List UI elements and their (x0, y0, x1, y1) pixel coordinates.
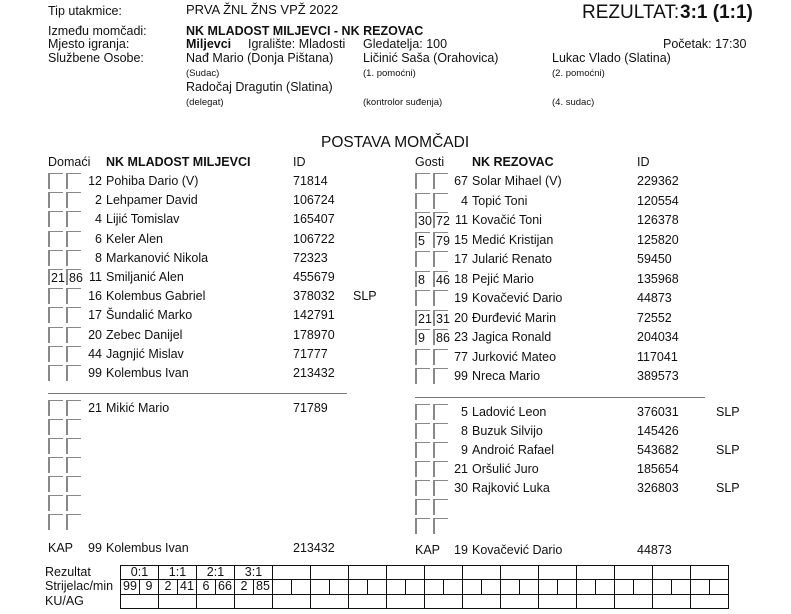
goal-minute (520, 580, 538, 594)
scorer-minute-pair (577, 580, 614, 594)
player-name: Zebec Danijel (106, 327, 183, 342)
goal-scorer-number (653, 580, 672, 594)
home-side-label: Domaći (48, 155, 91, 169)
match-type-label: Tip utakmice: (48, 4, 122, 18)
goal-score-cell (691, 566, 729, 580)
goal-scorer-number (425, 580, 444, 594)
player-number: 18 (454, 271, 468, 286)
goal-scorer-number: 2 (235, 580, 254, 594)
official-name: Nađ Mario (Donja Pištana) (186, 51, 334, 65)
goal-kuag-cell (387, 595, 425, 609)
player-name: Šundalić Marko (106, 308, 193, 323)
player-number: 2 (95, 193, 102, 208)
goal-kuag-cell (615, 595, 653, 609)
goal-scorer-number (501, 580, 520, 594)
player-name: Jagica Ronald (472, 330, 552, 344)
goal-score-cell: 2:1 (197, 566, 235, 580)
card-minute-box (433, 251, 448, 267)
goal-kuag-cell (349, 595, 387, 609)
goal-score-cell (539, 566, 577, 580)
player-id: 185654 (637, 462, 679, 476)
card-minute-box (66, 514, 81, 530)
card-minute-box (66, 327, 81, 343)
goal-scorer-cell (273, 580, 311, 595)
player-id: 71777 (293, 346, 328, 361)
goal-score-cell (273, 566, 311, 580)
goal-minute (444, 580, 462, 594)
player-id: 72323 (293, 250, 328, 265)
goal-scorer-number (349, 580, 368, 594)
card-minute-box (433, 518, 448, 534)
away-captain-label: KAP (415, 543, 441, 557)
player-number: 5 (461, 405, 468, 419)
sub-minute-box (415, 290, 430, 306)
card-minute-box: 86 (433, 329, 448, 345)
goal-kuag-cell (691, 595, 729, 609)
sub-minute-box (48, 346, 63, 362)
goal-kuag-cell (463, 595, 501, 609)
goal-kuag-cell (273, 595, 311, 609)
goal-score-cell (349, 566, 387, 580)
player-name: Oršulić Juro (472, 462, 539, 476)
goal-scorer-cell (159, 580, 197, 595)
player-id: 71814 (293, 174, 328, 188)
goal-kuag-cell (197, 595, 235, 609)
goal-scorer-cell (577, 580, 615, 595)
player-id: 71789 (293, 401, 328, 415)
officials-label: Službene Osobe: (48, 51, 144, 65)
start-time: Početak: 17:30 (663, 37, 747, 51)
goal-minute (558, 580, 576, 594)
goal-scorer-number (615, 580, 634, 594)
player-id: 455679 (293, 270, 335, 284)
player-note: SLP (716, 405, 740, 419)
goal-score-cell (463, 566, 501, 580)
sub-minute-box (415, 251, 430, 267)
card-minute-box (66, 231, 81, 247)
goal-kuag-cell (159, 595, 197, 609)
player-name: Kovačić Toni (472, 213, 542, 227)
official-role: (2. pomoćni) (552, 68, 605, 79)
player-id: 165407 (293, 212, 335, 227)
player-name: Buzuk Silvijo (472, 424, 543, 438)
official-role: (Sudac) (186, 68, 220, 79)
player-id: 117041 (637, 349, 678, 364)
player-number: 21 (88, 401, 102, 415)
player-id: 106722 (293, 231, 335, 246)
card-minute-box (433, 349, 448, 365)
scorer-minute-pair (121, 580, 158, 594)
player-id: 376031 (637, 405, 679, 419)
scorer-minute-pair (501, 580, 538, 594)
goal-scorer-number (463, 580, 482, 594)
sub-minute-box: 30 (415, 212, 430, 228)
scorer-minute-pair (387, 580, 424, 594)
away-side-label: Gosti (415, 155, 445, 169)
player-name: Smiljanić Alen (106, 270, 184, 284)
official-role: (delegat) (186, 97, 224, 108)
goal-minute: 85 (256, 579, 270, 593)
official-role: (4. sudac) (552, 97, 595, 108)
goal-minute (330, 580, 348, 594)
teams-label: Između momčadi: (48, 24, 147, 38)
player-id: 378032 (293, 289, 335, 304)
goal-scorer-cell (463, 580, 501, 595)
goal-minute: 9 (145, 579, 153, 593)
goal-scorer-number: 99 (121, 580, 140, 594)
goal-score-cell: 1:1 (159, 566, 197, 580)
sub-minute-box (48, 211, 63, 227)
player-number: 11 (455, 213, 468, 227)
goal-scorer-cell (653, 580, 691, 595)
sub-minute-box: 5 (415, 232, 430, 248)
goal-kuag-cell (311, 595, 349, 609)
player-number: 17 (454, 252, 468, 266)
player-id: 326803 (637, 481, 679, 495)
goal-kuag-cell (235, 595, 273, 609)
goal-scorer-cell (501, 580, 539, 595)
match-type-value: PRVA ŽNL ŽNS VPŽ 2022 (186, 2, 339, 17)
player-number: 8 (461, 424, 468, 438)
player-name: Jagnjić Mislav (106, 346, 184, 361)
result-value: 3:1 (1:1) (680, 2, 753, 23)
card-minute-box (66, 211, 81, 227)
player-note: SLP (716, 481, 740, 495)
player-name: Solar Mihael (V) (472, 174, 562, 188)
sub-minute-box (48, 288, 63, 304)
scorer-minute-pair (615, 580, 652, 594)
player-name: Markanović Nikola (106, 250, 209, 265)
away-id-header: ID (637, 155, 650, 169)
sub-minute-box (415, 480, 430, 496)
player-name: Ladović Leon (472, 405, 547, 419)
card-minute-box (66, 346, 81, 362)
player-number: 8 (95, 250, 102, 265)
goal-minute: 41 (180, 579, 194, 593)
card-minute-box (66, 495, 81, 511)
goal-scorer-cell (387, 580, 425, 595)
official-name: Ličinić Saša (Orahovica) (363, 51, 499, 65)
sub-minute-box (48, 476, 63, 492)
player-name: Kolembus Gabriel (106, 289, 206, 304)
goal-score-cell (425, 566, 463, 580)
player-number: 20 (454, 310, 468, 325)
player-number: 11 (89, 270, 102, 284)
card-minute-box (433, 423, 448, 439)
player-id: 229362 (637, 174, 679, 188)
card-minute-box (66, 365, 81, 381)
goal-score-cell (653, 566, 691, 580)
goal-scorer-number: 6 (197, 580, 216, 594)
player-name: Pohiba Dario (V) (106, 174, 199, 188)
player-id: 44873 (637, 291, 672, 305)
sub-minute-box (48, 457, 63, 473)
goal-minute (482, 580, 500, 594)
scorer-minute-pair (349, 580, 386, 594)
card-minute-box (66, 419, 81, 435)
sub-minute-box: 9 (415, 329, 430, 345)
card-minute-box (433, 290, 448, 306)
player-name: Pejić Mario (472, 271, 534, 286)
player-number: 9 (461, 443, 468, 457)
sub-minute-box (48, 250, 63, 266)
player-name: Jurković Mateo (472, 349, 557, 364)
goal-minute (292, 580, 310, 594)
player-note: SLP (353, 289, 377, 304)
sub-minute-box (415, 404, 430, 420)
place-value: Miljevci (186, 37, 232, 51)
card-minute-box (66, 173, 81, 189)
sub-minute-box (415, 499, 430, 515)
card-minute-box (433, 368, 448, 384)
goal-minute (710, 580, 728, 594)
card-minute-box (433, 499, 448, 515)
official-role: (1. pomoćni) (363, 68, 416, 79)
scorer-minute-pair (425, 580, 462, 594)
sub-minute-box (48, 400, 63, 416)
player-id: 59450 (637, 252, 672, 266)
player-number: 12 (88, 174, 102, 188)
goal-scorer-cell (425, 580, 463, 595)
official-name: Radočaj Dragutin (Slatina) (186, 80, 333, 94)
card-minute-box (66, 250, 81, 266)
goal-score-cell: 3:1 (235, 566, 273, 580)
goal-scorer-cell (615, 580, 653, 595)
sub-minute-box (415, 368, 430, 384)
player-name: Nreca Mario (472, 369, 541, 383)
player-number: 77 (454, 349, 468, 364)
goal-kuag-cell (653, 595, 691, 609)
player-name: Đurđević Marin (472, 310, 557, 325)
goal-scorer-cell (691, 580, 729, 595)
goal-scorer-cell (539, 580, 577, 595)
player-id: 120554 (637, 193, 679, 208)
goal-scorer-number (577, 580, 596, 594)
home-captain-name: Kolembus Ivan (106, 541, 189, 555)
goal-scorer-cell (197, 580, 235, 595)
official-role: (kontrolor suđenja) (363, 97, 443, 108)
player-number: 67 (454, 174, 468, 188)
player-id: 126378 (637, 213, 679, 227)
player-name: Lijić Tomislav (106, 212, 180, 227)
player-id: 106724 (293, 193, 335, 208)
goal-score-cell (311, 566, 349, 580)
goal-scorer-number (539, 580, 558, 594)
player-name: Rajković Luka (472, 481, 550, 495)
home-divider (48, 393, 347, 394)
sub-minute-box: 21 (415, 310, 430, 326)
goal-kuag-cell (501, 595, 539, 609)
goals-table (120, 565, 729, 609)
player-number: 21 (454, 462, 468, 476)
sub-minute-box: 8 (415, 271, 430, 287)
home-captain-label: KAP (48, 541, 74, 555)
player-number: 17 (88, 308, 102, 323)
player-id: 125820 (637, 232, 679, 247)
sub-minute-box (48, 438, 63, 454)
scorer-minute-pair (539, 580, 576, 594)
scorer-minute-pair (653, 580, 690, 594)
goal-score-cell (615, 566, 653, 580)
goal-score-cell (501, 566, 539, 580)
goal-minute (406, 580, 424, 594)
away-team-name: NK REZOVAC (472, 155, 554, 169)
sub-minute-box (48, 495, 63, 511)
sub-minute-box (48, 173, 63, 189)
card-minute-box: 79 (433, 232, 448, 248)
player-name: Jularić Renato (472, 252, 552, 266)
card-minute-box (66, 476, 81, 492)
goals-label-scorer: Strijelac/min (45, 579, 114, 593)
pitch-value: Igralište: Mladosti (248, 37, 346, 51)
official-name: Lukac Vlado (Slatina) (552, 51, 671, 65)
sub-minute-box (415, 461, 430, 477)
away-captain-number: 19 (454, 543, 468, 557)
sub-minute-box (48, 307, 63, 323)
goal-scorer-number (691, 580, 710, 594)
scorer-minute-pair (463, 580, 500, 594)
spectators-value: Gledatelja: 100 (363, 37, 448, 51)
goal-scorer-cell (235, 580, 273, 595)
player-name: Kolembus Ivan (106, 366, 189, 380)
card-minute-box (433, 404, 448, 420)
goal-minute (672, 580, 690, 594)
player-name: Medić Kristijan (472, 232, 554, 247)
goal-kuag-cell (577, 595, 615, 609)
player-number: 23 (454, 330, 468, 344)
goal-kuag-cell (121, 595, 159, 609)
card-minute-box: 46 (433, 271, 448, 287)
sub-minute-box (415, 349, 430, 365)
goal-scorer-cell (121, 580, 159, 595)
card-minute-box (66, 192, 81, 208)
player-number: 19 (454, 291, 468, 305)
goal-scorer-cell (311, 580, 349, 595)
player-number: 4 (95, 212, 102, 227)
away-captain-name: Kovačević Dario (472, 543, 563, 557)
teams-value: NK MLADOST MILJEVCI - NK REZOVAC (186, 24, 424, 38)
goal-scorer-number (273, 580, 292, 594)
result-label: REZULTAT: (582, 2, 680, 23)
sub-minute-box (415, 173, 430, 189)
player-id: 389573 (637, 369, 679, 383)
card-minute-box: 86 (66, 269, 81, 285)
goals-label-kuag: KU/AG (45, 594, 84, 608)
goal-score-cell (387, 566, 425, 580)
goal-score-cell: 0:1 (121, 566, 159, 580)
player-id: 204034 (637, 330, 679, 344)
card-minute-box (433, 480, 448, 496)
player-name: Keler Alen (106, 231, 163, 246)
sub-minute-box (48, 327, 63, 343)
goal-scorer-number: 2 (159, 580, 178, 594)
sub-minute-box (48, 365, 63, 381)
player-id: 543682 (637, 443, 679, 457)
player-id: 213432 (293, 366, 335, 380)
sub-minute-box (48, 231, 63, 247)
card-minute-box (66, 288, 81, 304)
player-id: 142791 (293, 308, 335, 323)
player-number: 6 (95, 231, 102, 246)
card-minute-box: 72 (433, 212, 448, 228)
goal-minute (368, 580, 386, 594)
goal-minute: 66 (218, 579, 232, 593)
player-name: Topić Toni (472, 193, 528, 208)
home-id-header: ID (293, 155, 306, 169)
card-minute-box (433, 173, 448, 189)
sub-minute-box (415, 442, 430, 458)
player-id: 135968 (637, 271, 679, 286)
goal-minute (634, 580, 652, 594)
home-captain-id: 213432 (293, 541, 335, 555)
player-note: SLP (716, 443, 740, 457)
goal-scorer-number (311, 580, 330, 594)
card-minute-box: 31 (433, 310, 448, 326)
scorer-minute-pair (159, 580, 196, 594)
sub-minute-box: 21 (48, 269, 63, 285)
away-divider (415, 397, 705, 398)
player-name: Kovačević Dario (472, 291, 563, 305)
card-minute-box (433, 193, 448, 209)
player-id: 145426 (637, 424, 679, 438)
scorer-minute-pair (197, 580, 234, 594)
player-number: 44 (88, 346, 102, 361)
sub-minute-box (48, 419, 63, 435)
home-team-name: NK MLADOST MILJEVCI (106, 155, 251, 169)
scorer-minute-pair (691, 580, 728, 594)
scorer-minute-pair (311, 580, 348, 594)
place-label: Mjesto igranja: (48, 37, 130, 51)
sub-minute-box (48, 192, 63, 208)
sub-minute-box (415, 423, 430, 439)
card-minute-box (433, 461, 448, 477)
goal-minute (596, 580, 614, 594)
goal-scorer-cell (349, 580, 387, 595)
goals-label-result: Rezultat (45, 565, 91, 579)
card-minute-box (66, 400, 81, 416)
card-minute-box (66, 438, 81, 454)
player-number: 30 (454, 481, 468, 495)
player-name: Androić Rafael (472, 443, 554, 457)
player-id: 72552 (637, 310, 672, 325)
card-minute-box (66, 457, 81, 473)
player-number: 99 (88, 366, 102, 380)
goal-kuag-cell (539, 595, 577, 609)
home-captain-number: 99 (88, 541, 102, 555)
player-id: 178970 (293, 327, 335, 342)
away-captain-id: 44873 (637, 543, 672, 557)
goal-kuag-cell (425, 595, 463, 609)
scorer-minute-pair (273, 580, 310, 594)
player-number: 20 (88, 327, 102, 342)
lineup-title: POSTAVA MOMČADI (321, 134, 470, 151)
sub-minute-box (415, 193, 430, 209)
goal-score-cell (577, 566, 615, 580)
card-minute-box (433, 442, 448, 458)
goal-scorer-number (387, 580, 406, 594)
player-name: Mikić Mario (106, 401, 170, 415)
sub-minute-box (48, 514, 63, 530)
player-number: 4 (461, 193, 468, 208)
sub-minute-box (415, 518, 430, 534)
player-number: 99 (454, 369, 468, 383)
scorer-minute-pair (235, 580, 272, 594)
player-number: 15 (454, 232, 468, 247)
player-number: 16 (88, 289, 102, 304)
card-minute-box (66, 307, 81, 323)
player-name: Lehpamer David (106, 193, 198, 208)
